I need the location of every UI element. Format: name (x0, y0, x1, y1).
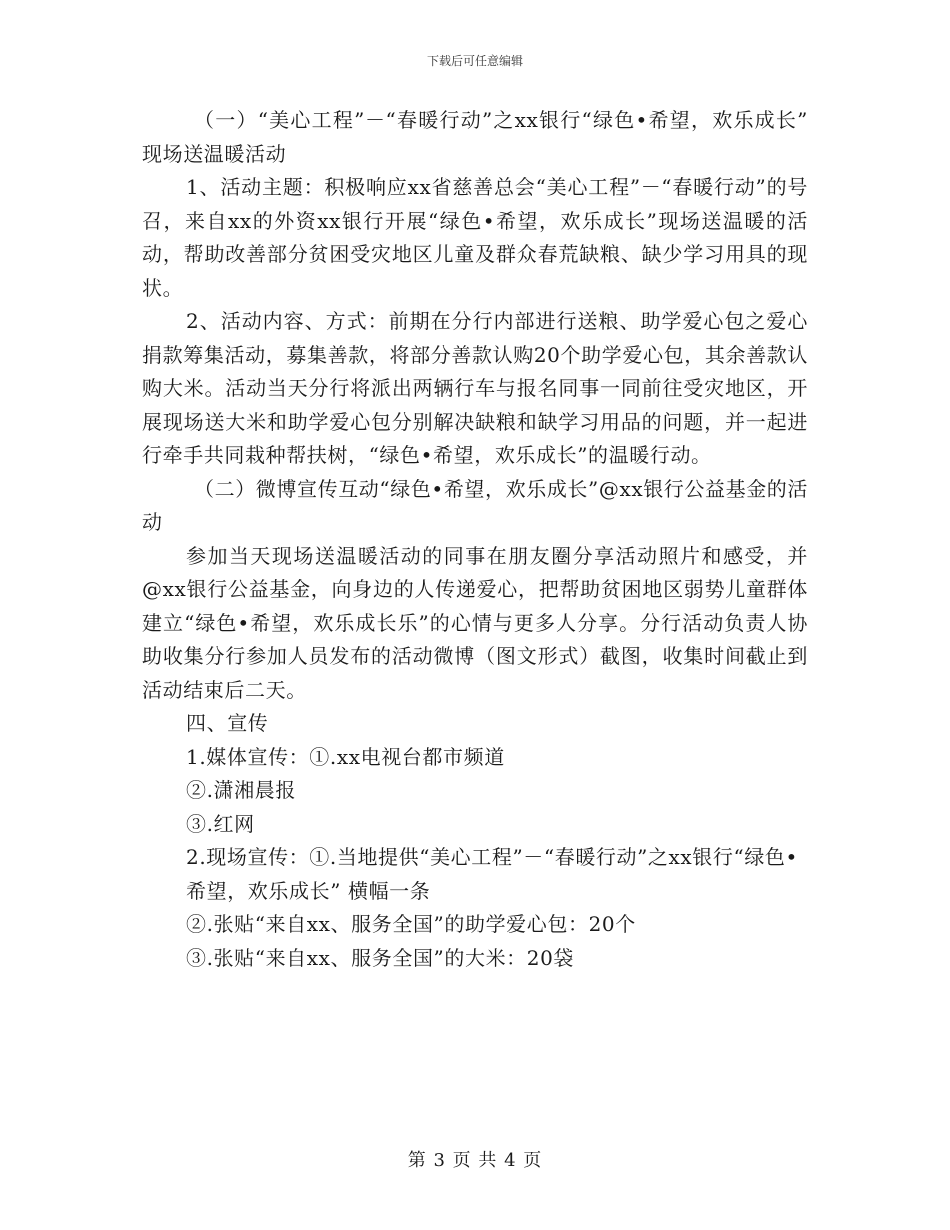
weibo-activity-paragraph: 参加当天现场送温暖活动的同事在朋友圈分享活动照片和感受，并@xx银行公益基金，向身边的人传递爱心，把帮助贫困地区弱势儿童群体建立“绿色•希望，欢乐成长乐”的心情与更多人分享。分行活动负责人协助收集分行参加人员发布的活动微博（图文形式）截图，收集时间截止到活动结束后二天。 (142, 543, 808, 702)
onsite-publicity-line-3: ③.张贴“来自xx、服务全国”的大米：20袋 (186, 945, 575, 970)
activity-content-paragraph: 2、活动内容、方式：前期在分行内部进行送粮、助学爱心包之爱心捐款筹集活动，募集善款，将部分善款认购20个助学爱心包，其余善款认购大米。活动当天分行将派出两辆行车与报名同事一同前往受灾地区，开展现场送大米和助学爱心包分别解决缺粮和缺学习用品的问题，并一起进行牵手共同栽种帮扶树，“绿色•希望，欢乐成长”的温暖行动。 (142, 309, 808, 467)
activity-theme-paragraph: 1、活动主题：积极响应xx省慈善总会“美心工程”－“春暖行动”的号召，来自xx的外资xx银行开展“绿色•希望，欢乐成长”现场送温暖的活动，帮助改善部分贫困受灾地区儿童及群众春荒缺粮、缺少学习用具的现状。 (142, 175, 808, 300)
onsite-publicity-line-1: 2.现场宣传：①.当地提供“美心工程”－“春暖行动”之xx银行“绿色• (186, 845, 798, 869)
media-publicity-line-1: 1.媒体宣传：①.xx电视台都市频道 (186, 744, 505, 769)
document-body (142, 104, 808, 975)
section-1-title: （一）“美心工程”－“春暖行动”之xx银行“绿色•希望，欢乐成长” 现场送温暖活动 (142, 108, 808, 166)
section-2-title: （二）微博宣传互动“绿色•希望，欢乐成长”@xx银行公益基金的活动 (142, 476, 809, 534)
section-4-title: 四、宣传 (186, 711, 269, 735)
onsite-publicity-line-2: ②.张贴“来自xx、服务全国”的助学爱心包：20个 (186, 912, 636, 936)
onsite-publicity-banner-line: 希望，欢乐成长” 横幅一条 (186, 878, 431, 903)
media-publicity-line-2: ②.潇湘晨报 (186, 778, 296, 802)
page-number-footer: 第 3 页 共 4 页 (407, 1150, 543, 1171)
media-publicity-line-3: ③.红网 (186, 811, 255, 836)
page-header-note: 下载后可任意编辑 (426, 54, 523, 68)
